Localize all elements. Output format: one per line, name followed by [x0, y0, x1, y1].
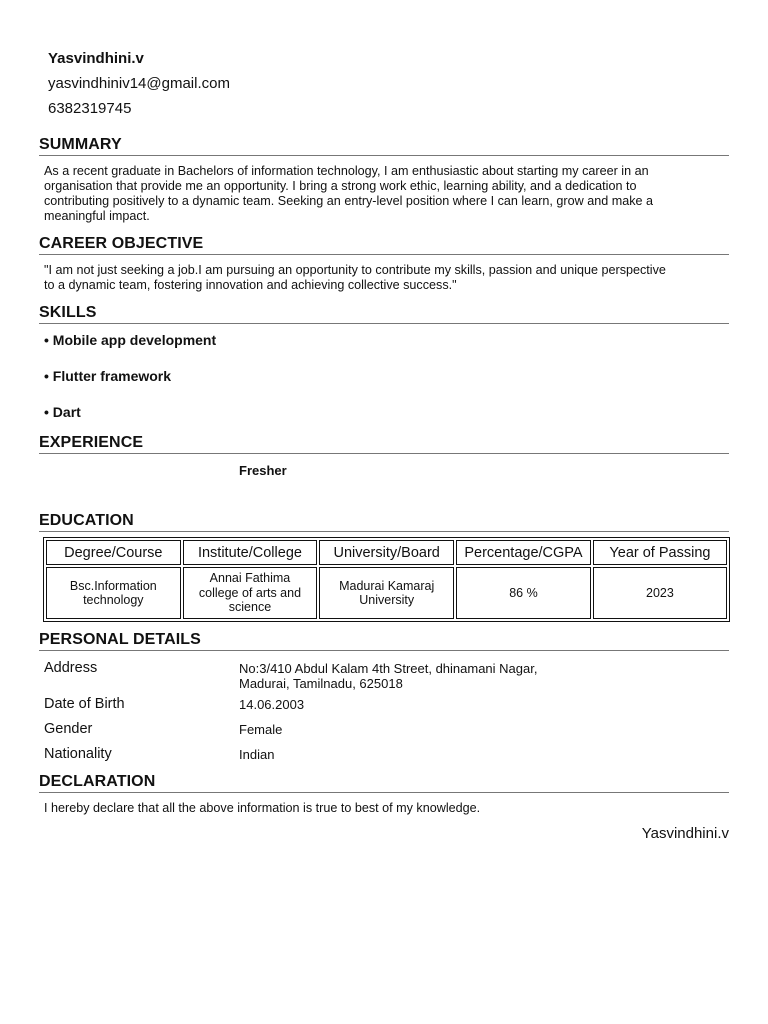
objective-line: to a dynamic team, fostering innovation and achieving collective success.": [44, 278, 457, 292]
phone-number: 6382319745: [48, 100, 132, 117]
cell-line: Bsc.Information: [69, 578, 157, 593]
cell-line: college of arts and: [198, 585, 302, 600]
column-header: Institute/College: [183, 540, 318, 565]
experience-heading: EXPERIENCE: [39, 434, 729, 454]
experience-value: Fresher: [239, 463, 287, 478]
candidate-name: Yasvindhini.v: [48, 50, 144, 67]
summary-text: [44, 164, 724, 224]
address-label: Address: [44, 660, 98, 676]
dob-value: 14.06.2003: [239, 697, 305, 712]
address-value: [239, 661, 537, 691]
nationality-label: Nationality: [44, 746, 112, 762]
gender-value: Female: [239, 722, 283, 737]
career-objective-text: [44, 263, 724, 293]
column-header: Degree/Course: [46, 540, 181, 565]
cell-line: Madurai Kamaraj: [339, 578, 435, 593]
declaration-text: I hereby declare that all the above information is true to best of my knowledge.: [44, 801, 481, 815]
degree-cell: [46, 567, 181, 619]
gender-label: Gender: [44, 721, 93, 737]
skill-item: • Mobile app development: [44, 332, 217, 348]
education-table: [43, 537, 730, 622]
table-row: [46, 567, 727, 619]
summary-line: meaningful impact.: [44, 209, 150, 223]
summary-line: contributing positively to a dynamic team. Seeking an entry-level position where I can learn, grow and make a: [44, 194, 654, 208]
cell-line: University: [359, 593, 415, 607]
percentage-cell: 86 %: [456, 567, 591, 619]
email-address: yasvindhiniv14@gmail.com: [48, 75, 230, 92]
career-objective-heading: CAREER OBJECTIVE: [39, 235, 729, 255]
nationality-value: Indian: [239, 747, 275, 762]
cell-line: science: [228, 600, 272, 615]
year-cell: 2023: [593, 567, 727, 619]
declaration-heading: DECLARATION: [39, 773, 729, 793]
summary-line: As a recent graduate in Bachelors of information technology, I am enthusiastic about starting my career in an: [44, 164, 649, 178]
personal-details-heading: PERSONAL DETAILS: [39, 631, 729, 651]
column-header: University/Board: [319, 540, 454, 565]
education-heading: EDUCATION: [39, 512, 729, 532]
dob-label: Date of Birth: [44, 696, 125, 712]
skills-heading: SKILLS: [39, 304, 729, 324]
cell-line: Annai Fathima: [209, 571, 291, 586]
objective-line: "I am not just seeking a job.I am pursuing an opportunity to contribute my skills, passion and unique perspective: [44, 263, 666, 277]
summary-heading: SUMMARY: [39, 136, 729, 156]
institute-cell: [183, 567, 318, 619]
skill-item: • Dart: [44, 404, 81, 420]
address-line: Madurai, Tamilnadu, 625018: [239, 676, 403, 691]
table-header-row: [46, 540, 727, 565]
address-line: No:3/410 Abdul Kalam 4th Street, dhinamani Nagar,: [239, 661, 538, 676]
cell-line: technology: [83, 593, 144, 607]
summary-line: organisation that provide me an opportunity. I bring a strong work ethic, learning ability, and a dedication to: [44, 179, 637, 193]
column-header: Percentage/CGPA: [456, 540, 591, 565]
university-cell: [319, 567, 454, 619]
column-header: Year of Passing: [593, 540, 727, 565]
skill-item: • Flutter framework: [44, 368, 172, 384]
signature-name: Yasvindhini.v: [641, 825, 729, 842]
